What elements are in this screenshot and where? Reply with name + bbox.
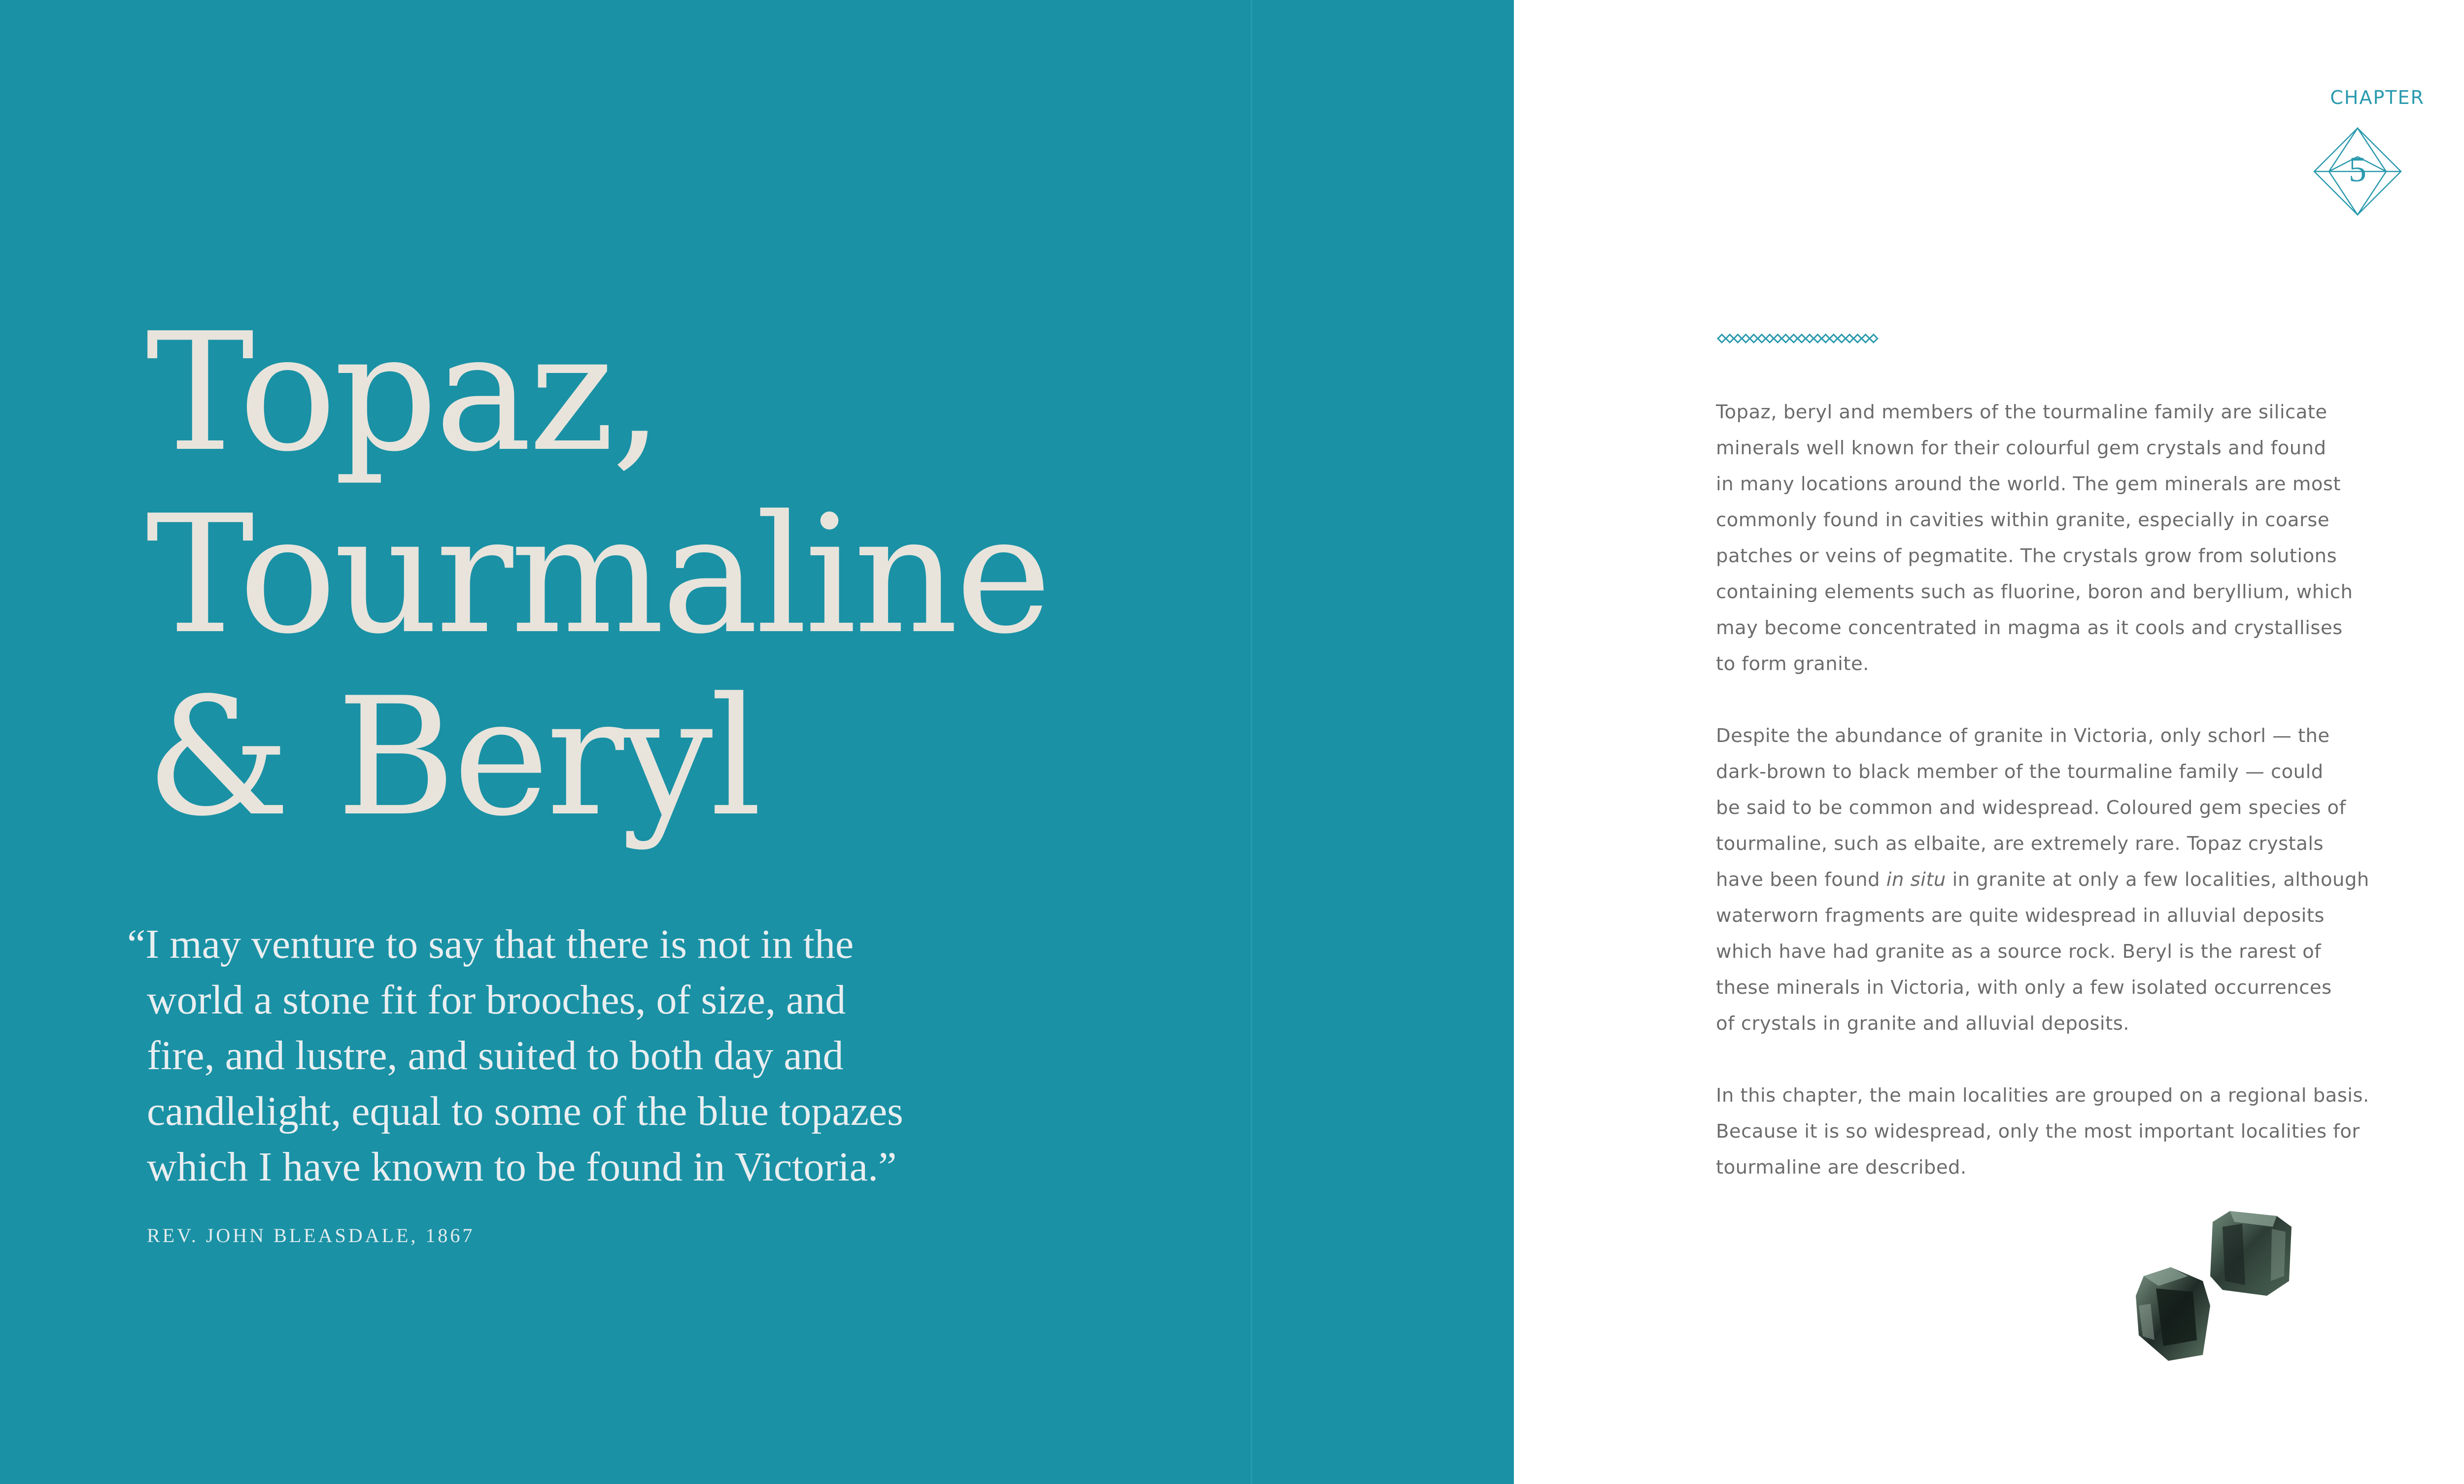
wave-segment [1822,335,1830,342]
wave-segment [1862,335,1870,342]
body-line: Despite the abundance of granite in Victoria, only schorl — the [1716,725,2330,747]
body-line: waterworn fragments are quite widespread in alluvial deposits [1716,905,2325,927]
body-line: In this chapter, the main localities are grouped on a regional basis. [1716,1084,2369,1107]
body-line: Because it is so widespread, only the most important localities for [1716,1120,2360,1143]
body-line: tourmaline are described. [1716,1156,1967,1179]
body-line: of crystals in granite and alluvial deposits. [1716,1012,2130,1035]
body-line: commonly found in cavities within granite, especially in coarse [1716,509,2330,531]
quote-line: candlelight, equal to some of the blue topazes [147,1088,903,1134]
wave-segment [1806,335,1814,342]
page-gutter-divider [1251,0,1252,1484]
body-line [1716,862,2369,898]
wave-segment [1718,335,1726,342]
title-line: & Beryl [146,663,759,852]
title-line: Topaz, [146,298,660,487]
body-text [1716,394,2369,1221]
quote-line: which I have known to be found in Victoria.” [147,1144,897,1190]
chapter-label: CHAPTER [2330,87,2425,108]
wave-segment [1742,335,1750,342]
wave-segment [1814,335,1821,342]
wave-segment [1774,335,1781,342]
wave-segment [1838,335,1846,342]
body-line: minerals well known for their colourful gem crystals and found [1716,437,2327,459]
body-line: be said to be common and widespread. Coloured gem species of [1716,797,2346,819]
body-line: dark-brown to black member of the tourmaline family — could [1716,761,2324,783]
title-line: Tourmaline [146,480,1049,670]
wave-segment [1734,335,1742,342]
body-line: tourmaline, such as elbaite, are extremely rare. Topaz crystals [1716,833,2324,855]
wave-segment [1782,335,1790,342]
body-paragraph [1716,718,2369,1042]
chapter-title [146,298,1049,852]
body-line: which have had granite as a source rock. Beryl is the rarest of [1716,941,2322,963]
wave-segment [1798,335,1806,342]
body-line: containing elements such as fluorine, boron and beryllium, which [1716,581,2353,603]
wave-segment [1790,335,1798,342]
quote-line: fire, and lustre, and suited to both day and [147,1033,844,1079]
wave-segment [1766,335,1774,342]
wave-segment [1750,335,1758,342]
body-line: may become concentrated in magma as it cools and crystallises [1716,617,2343,639]
body-line: to form granite. [1716,653,1869,675]
quote-line: world a stone fit for brooches, of size, and [147,977,846,1023]
quote-attribution: REV. JOHN BLEASDALE, 1867 [147,1224,475,1247]
wave-segment [1870,335,1878,342]
wave-segment [1853,335,1861,342]
body-line: these minerals in Victoria, with only a few isolated occurrences [1716,977,2332,999]
wave-segment [1846,335,1853,342]
quote-line: “I may venture to say that there is not in the [127,921,854,967]
chapter-number: 5 [2349,150,2366,189]
wave-segment [1830,335,1838,342]
body-line-text: have been found [1716,869,1886,891]
wave-segment [1758,335,1766,342]
chapter-diamond-icon [2312,126,2403,217]
body-paragraph [1716,1078,2369,1185]
body-line-text: in granite at only a few localities, although [1946,869,2369,891]
wave-divider-icon [1716,331,1881,346]
wave-segment [1726,335,1734,342]
crystal-large [2210,1211,2292,1296]
tourmaline-crystals-image [2129,1207,2296,1370]
italic-term: in situ [1886,869,1946,891]
body-line: in many locations around the world. The gem minerals are most [1716,473,2341,495]
epigraph-quote [127,916,994,1195]
body-line: patches or veins of pegmatite. The crystals grow from solutions [1716,545,2337,567]
crystal-small [2136,1267,2210,1361]
body-paragraph [1716,394,2353,682]
body-line: Topaz, beryl and members of the tourmaline family are silicate [1716,401,2327,423]
